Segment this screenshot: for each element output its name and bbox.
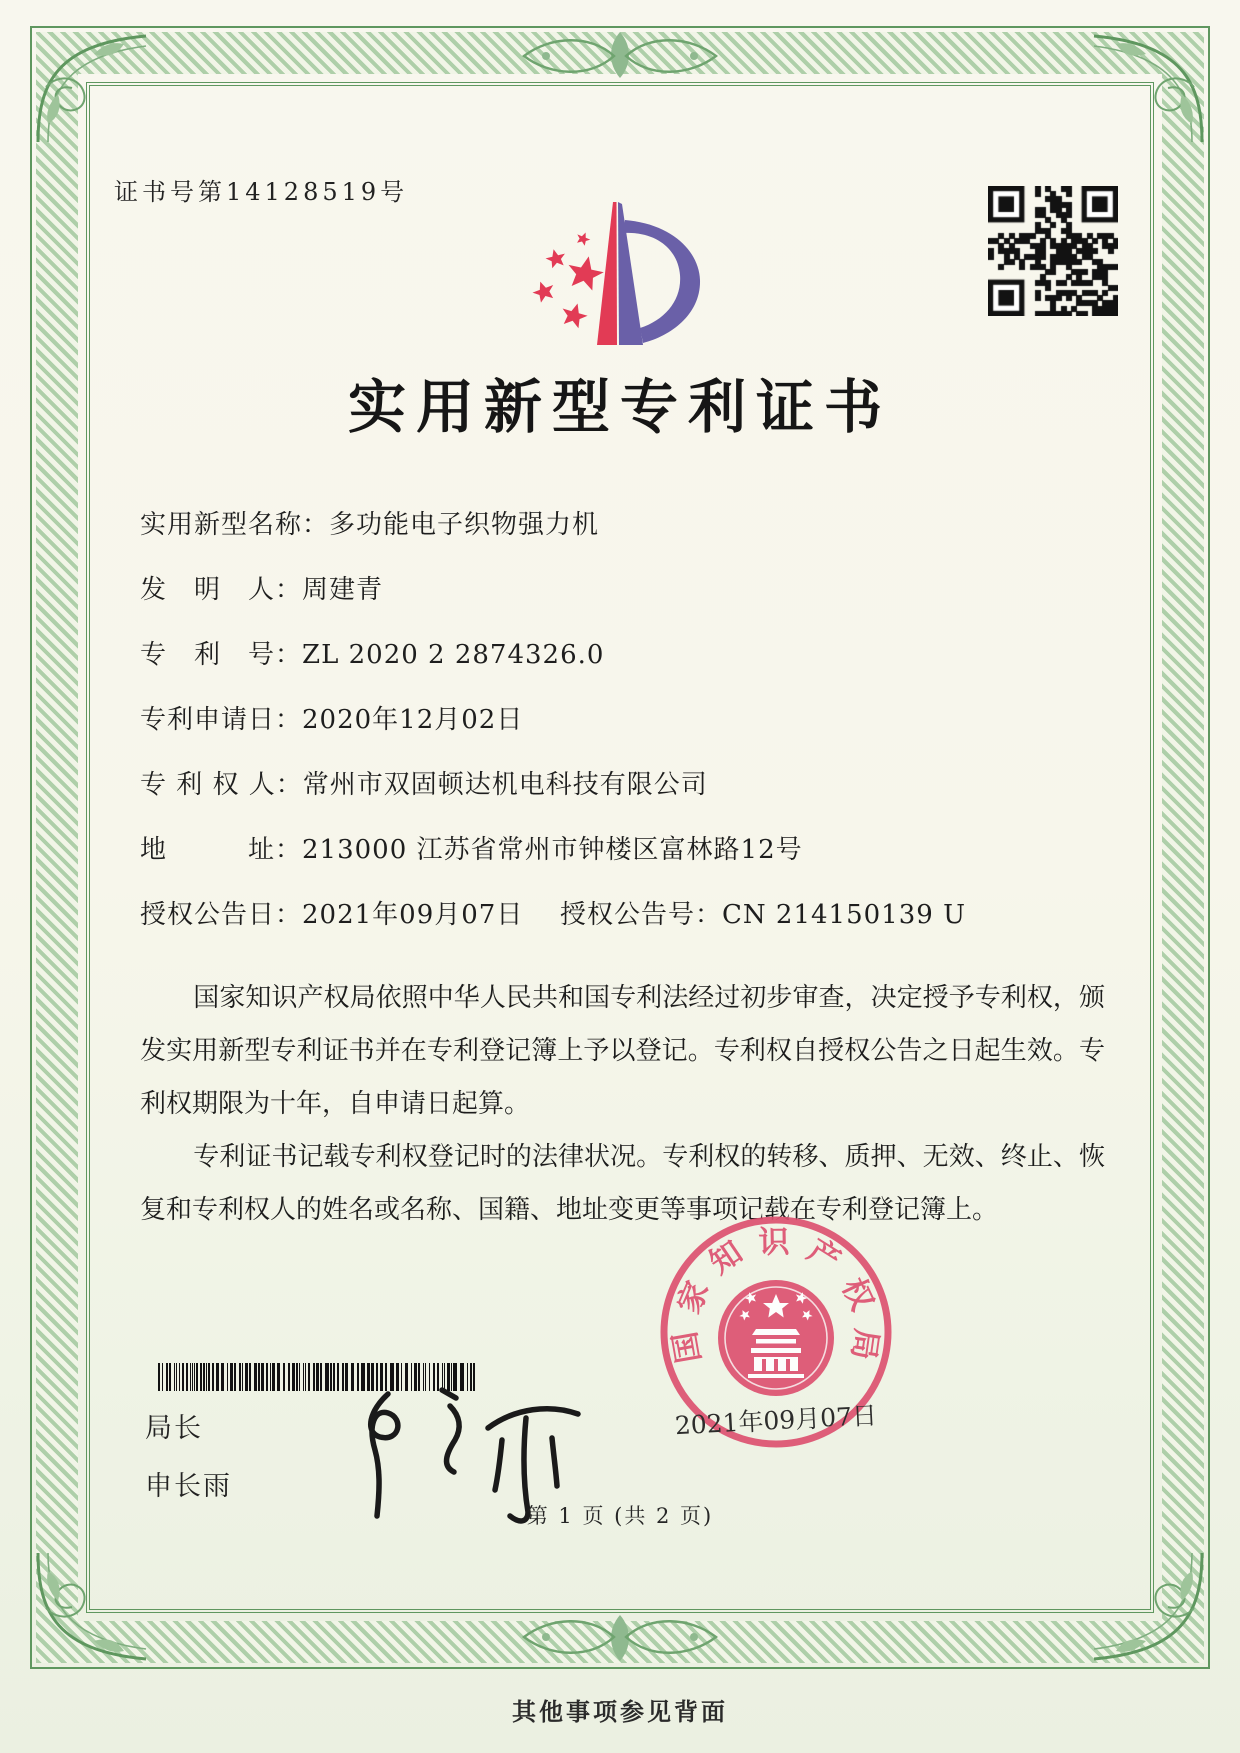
field-label: 专 利 权 人： [140,770,303,800]
corner-flourish-icon [1090,28,1208,146]
legal-text [140,972,1105,1237]
seal-char: 国 [667,1328,708,1366]
seal-char: 局 [844,1326,885,1363]
field-value: 213000 江苏省常州市钟楼区富林路12号 [302,835,803,865]
national-emblem-icon [718,1280,834,1396]
field-row-patent-number [140,638,1105,703]
director-title: 局长 [145,1413,203,1444]
seal-date: 2021年09月07日 [674,1400,878,1441]
field-value: 多功能电子织物强力机 [329,510,600,540]
legal-paragraph-1: 国家知识产权局依照中华人民共和国专利法经过初步审查，决定授予专利权，颁发实用新型专利证书并在专利登记簿上予以登记。专利权自授权公告之日起生效。专利权期限为十年，自申请日起算。 [140,983,1105,1119]
corner-flourish-icon [32,1549,150,1667]
director-name: 申长雨 [145,1471,232,1502]
field-row-grant-date [140,898,1105,963]
field-label: 专利申请日： [140,705,303,735]
field-value: 周建青 [302,575,384,605]
field-label: 授权公告日： [140,900,303,930]
seal-char: 知 [703,1234,750,1282]
field-value: ZL 2020 2 2874326.0 [302,640,605,670]
corner-flourish-icon [1090,1549,1208,1667]
seal-char: 家 [670,1276,717,1319]
field-value: 常州市双固顿达机电科技有限公司 [302,770,708,800]
seal-char: 识 [758,1224,790,1261]
field-value: 2020年12月02日 [302,705,524,735]
field-label: 专 利 号： [140,640,303,670]
legal-paragraph-2: 专利证书记载专利权登记时的法律状况。专利权的转移、质押、无效、终止、恢复和专利权人的姓名或名称、国籍、地址变更等事项记载在专利登记簿上。 [140,1142,1105,1225]
field-pair-grant-number [560,898,966,932]
cnipa-logo-icon [465,168,715,353]
field-row-utility-model-name [140,508,1105,573]
seal-char: 产 [801,1232,847,1280]
bottom-center-ornament-icon [510,1609,730,1667]
field-row-filing-date [140,703,1105,768]
field-value: 2021年09月07日 [302,900,524,930]
field-list [140,508,1105,963]
field-label: 发 明 人： [140,575,303,605]
field-row-patentee [140,768,1105,833]
field-value: CN 214150139 U [722,900,966,930]
corner-flourish-icon [32,28,150,146]
certificate-number: 证书号第14128519号 [114,178,409,206]
certificate-title: 实用新型专利证书 [347,373,892,441]
seal-char: 权 [834,1272,881,1317]
field-label: 实用新型名称： [140,510,330,540]
back-side-note: 其他事项参见背面 [512,1697,728,1726]
page-number: 第 1 页 (共 2 页) [526,1504,714,1528]
field-label: 授权公告号： [560,900,723,930]
qr-code [988,186,1118,316]
field-row-inventor [140,573,1105,638]
top-center-ornament-icon [510,26,730,84]
field-label: 地 址： [140,835,303,865]
field-row-address [140,833,1105,898]
cnipa-official-seal [652,1208,900,1456]
